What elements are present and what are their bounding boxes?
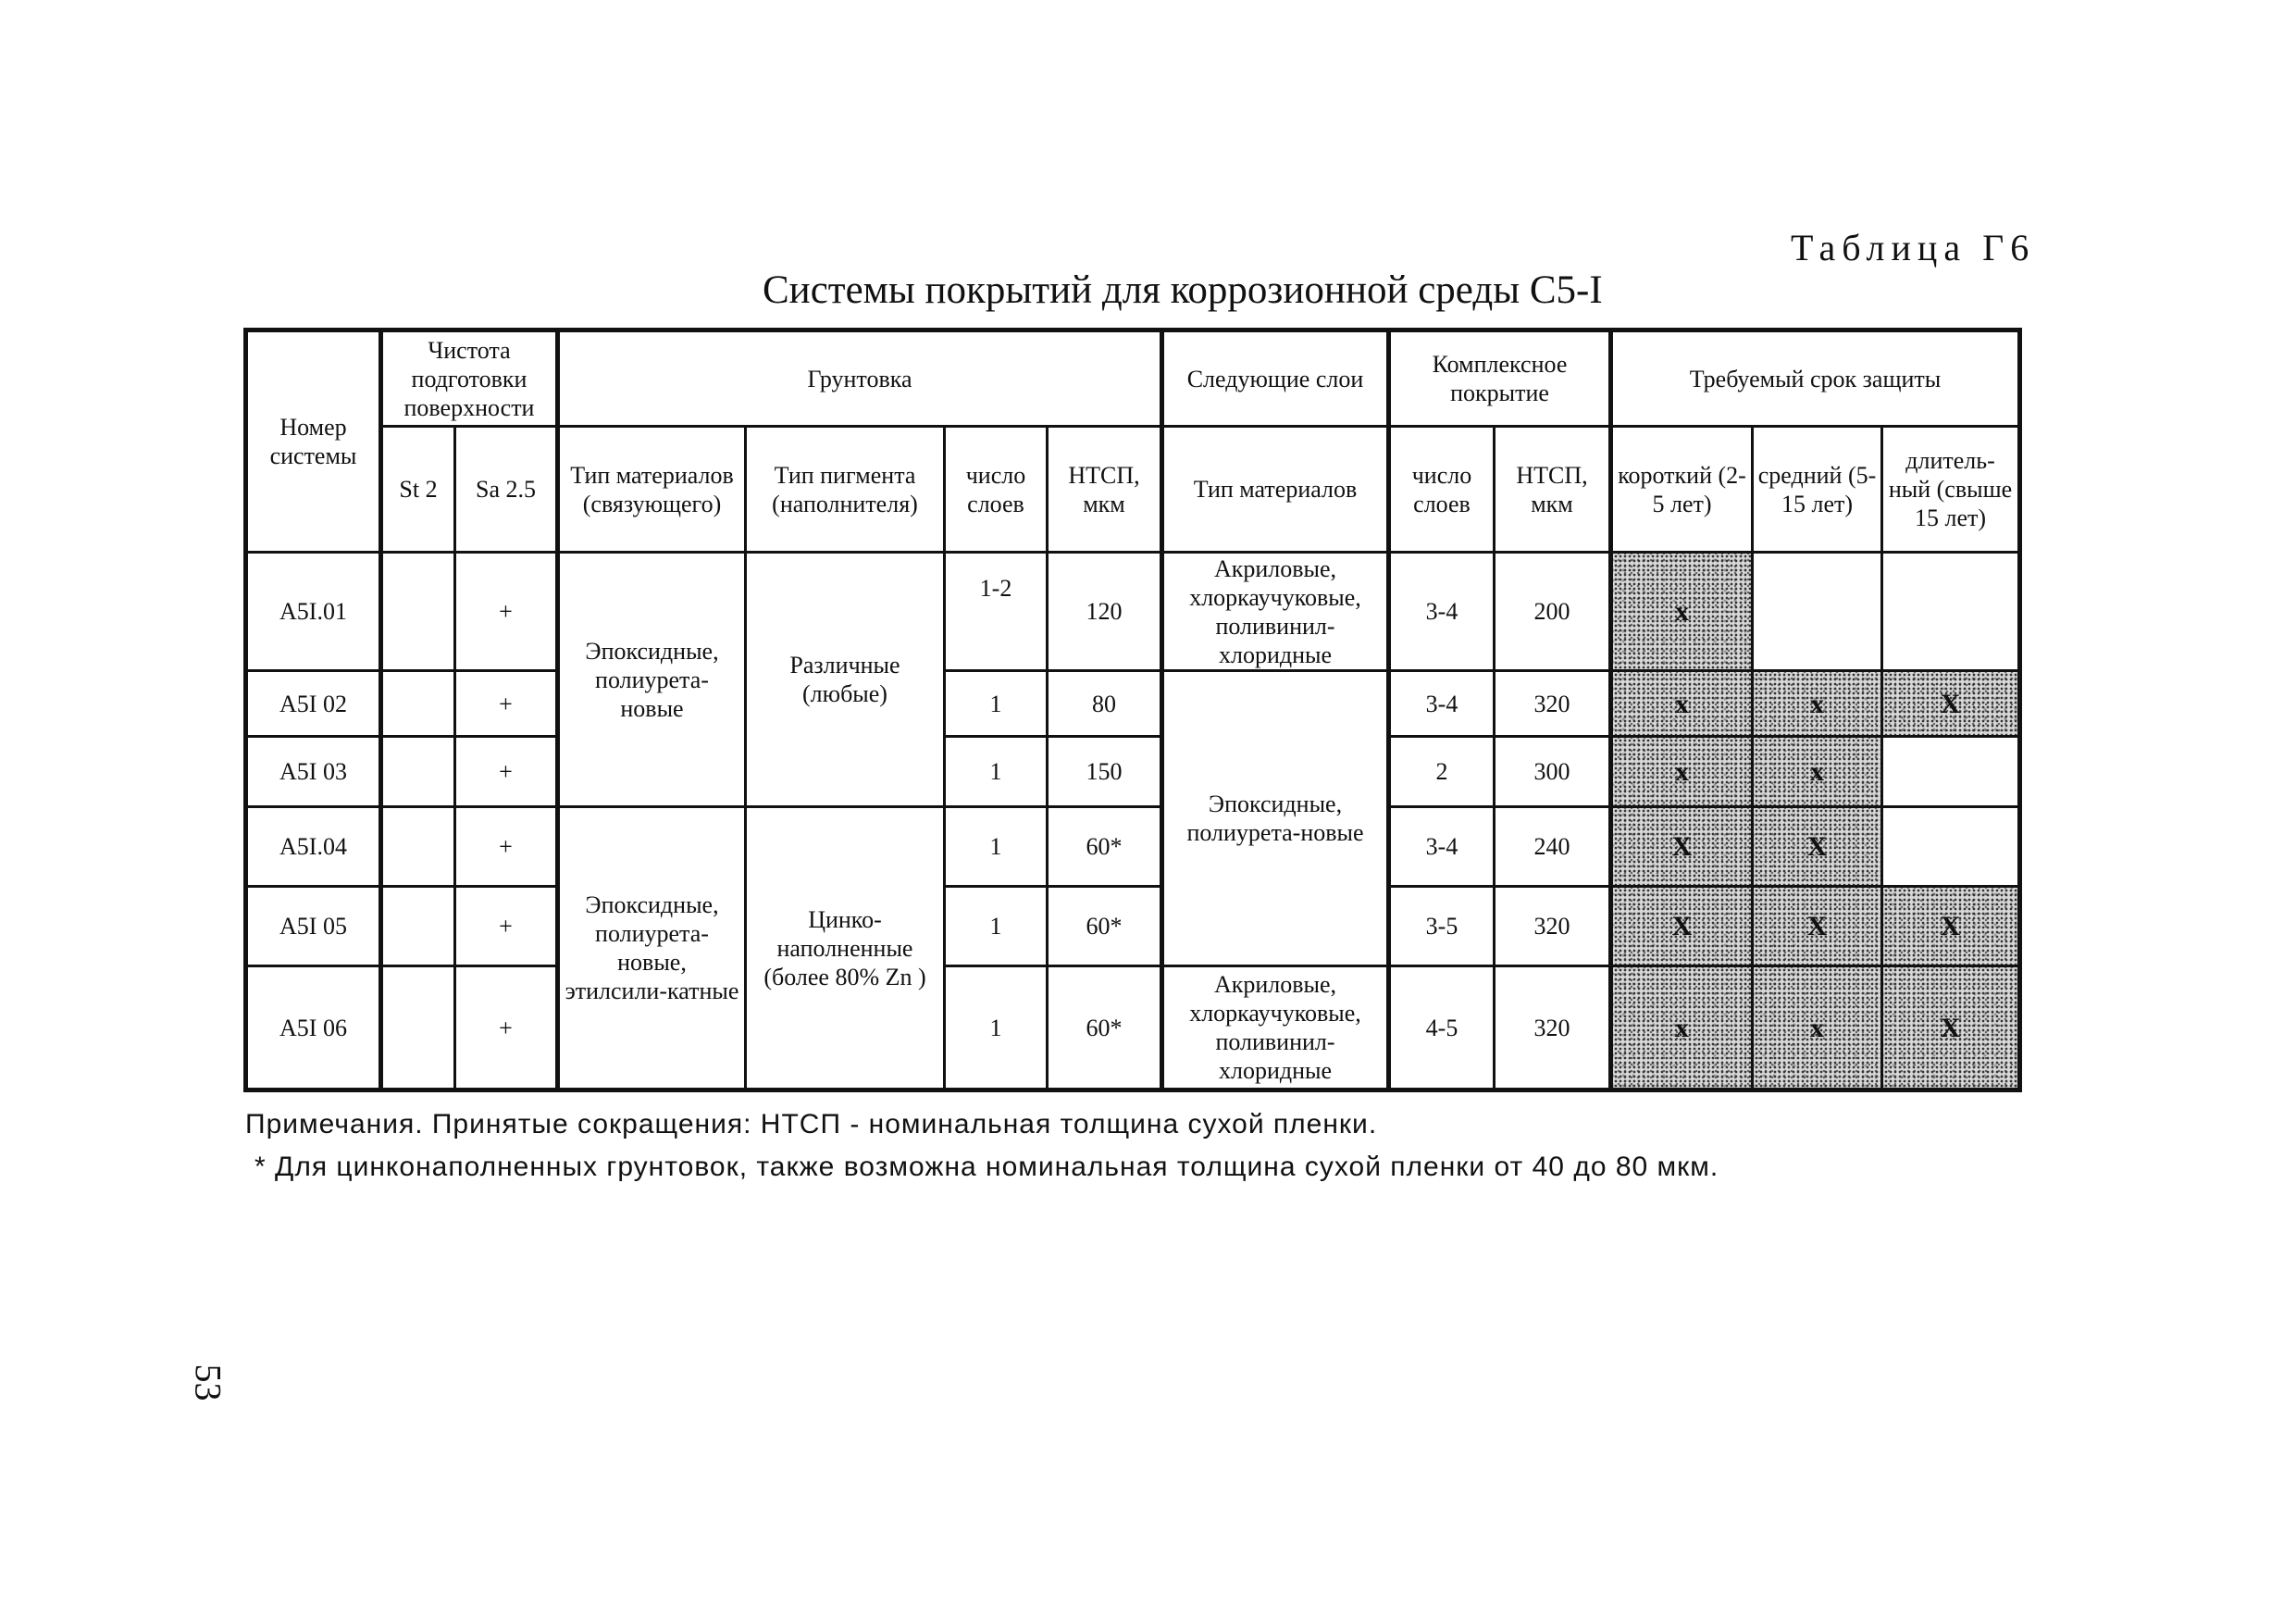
cell-st2 bbox=[381, 553, 455, 671]
cell-sa25: + bbox=[455, 887, 558, 966]
cell-system: A5I.01 bbox=[246, 553, 381, 671]
header-total-ntsp: НТСП, мкм bbox=[1495, 427, 1611, 553]
header-protection-term: Требуемый срок защиты bbox=[1611, 330, 2020, 427]
note-zinc-primers: * Для цинконаполненных грунтовок, также возможна номинальная толщина сухой пленки от 40 до 80 мкм. bbox=[254, 1152, 1719, 1182]
cell-term-short: x bbox=[1611, 966, 1753, 1090]
cell-primer-ntsp: 150 bbox=[1048, 737, 1162, 807]
header-complex-coating: Комплексное покрытие bbox=[1389, 330, 1611, 427]
cell-primer-layers: 1 bbox=[945, 887, 1048, 966]
cell-term-short: X bbox=[1611, 807, 1753, 887]
cell-sa25: + bbox=[455, 737, 558, 807]
cell-st2 bbox=[381, 966, 455, 1090]
table-row bbox=[246, 966, 2020, 1090]
table-label: Таблица Г6 bbox=[1791, 227, 2036, 268]
header-sa25: Sa 2.5 bbox=[455, 427, 558, 553]
header-short: короткий (2-5 лет) bbox=[1611, 427, 1753, 553]
cell-term-medium: X bbox=[1753, 887, 1882, 966]
cell-total-ntsp: 300 bbox=[1495, 737, 1611, 807]
cell-primer-binder-group-2: Эпоксидные, полиурета-новые, этилсили-катные bbox=[558, 807, 746, 1090]
cell-primer-layers: 1 bbox=[945, 807, 1048, 887]
cell-total-ntsp: 320 bbox=[1495, 887, 1611, 966]
cell-next-layers-acrylic-2: Акриловые, хлоркаучуковые, поливинил-хлоридные bbox=[1162, 966, 1389, 1090]
cell-term-long: X bbox=[1882, 966, 2020, 1090]
header-total-layers: число слоев bbox=[1389, 427, 1495, 553]
cell-term-long bbox=[1882, 737, 2020, 807]
cell-total-ntsp: 320 bbox=[1495, 966, 1611, 1090]
cell-term-long bbox=[1882, 553, 2020, 671]
header-primer-ntsp: НТСП, мкм bbox=[1048, 427, 1162, 553]
header-pigment-type: Тип пигмента (наполнителя) bbox=[746, 427, 945, 553]
header-system-number: Номер системы bbox=[246, 330, 381, 553]
cell-primer-ntsp: 60* bbox=[1048, 807, 1162, 887]
header-material-type-binder: Тип материалов (связующего) bbox=[558, 427, 746, 553]
cell-term-medium bbox=[1753, 553, 1882, 671]
cell-total-ntsp: 200 bbox=[1495, 553, 1611, 671]
cell-system: A5I 02 bbox=[246, 671, 381, 737]
header-row-1 bbox=[246, 330, 2020, 427]
cell-primer-layers: 1 bbox=[945, 966, 1048, 1090]
notes bbox=[245, 1103, 1719, 1189]
table-row bbox=[246, 671, 2020, 737]
cell-total-ntsp: 240 bbox=[1495, 807, 1611, 887]
note-abbreviations: Примечания. Принятые сокращения: НТСП - номинальная толщина сухой пленки. bbox=[245, 1109, 1378, 1140]
table-row bbox=[246, 737, 2020, 807]
table-title: Системы покрытий для коррозионной среды С5-I bbox=[763, 268, 1603, 312]
cell-term-short: x bbox=[1611, 671, 1753, 737]
cell-st2 bbox=[381, 671, 455, 737]
cell-st2 bbox=[381, 807, 455, 887]
coating-systems-table-frame bbox=[243, 328, 2022, 1092]
cell-system: A5I 06 bbox=[246, 966, 381, 1090]
cell-primer-ntsp: 80 bbox=[1048, 671, 1162, 737]
header-st2: St 2 bbox=[381, 427, 455, 553]
cell-system: A5I 05 bbox=[246, 887, 381, 966]
cell-total-layers: 2 bbox=[1389, 737, 1495, 807]
header-row-2 bbox=[246, 427, 2020, 553]
cell-sa25: + bbox=[455, 553, 558, 671]
cell-st2 bbox=[381, 737, 455, 807]
cell-primer-ntsp: 120 bbox=[1048, 553, 1162, 671]
header-surface-cleanliness: Чистота подготовки поверхности bbox=[381, 330, 558, 427]
cell-primer-ntsp: 60* bbox=[1048, 887, 1162, 966]
cell-total-layers: 4-5 bbox=[1389, 966, 1495, 1090]
cell-term-short: x bbox=[1611, 737, 1753, 807]
table-row bbox=[246, 553, 2020, 671]
header-next-layers: Следующие слои bbox=[1162, 330, 1389, 427]
cell-total-layers: 3-5 bbox=[1389, 887, 1495, 966]
header-medium: средний (5-15 лет) bbox=[1753, 427, 1882, 553]
cell-sa25: + bbox=[455, 807, 558, 887]
cell-term-long: X bbox=[1882, 671, 2020, 737]
cell-system: A5I 03 bbox=[246, 737, 381, 807]
cell-total-ntsp: 320 bbox=[1495, 671, 1611, 737]
cell-term-medium: x bbox=[1753, 737, 1882, 807]
cell-term-medium: x bbox=[1753, 671, 1882, 737]
cell-term-short: X bbox=[1611, 887, 1753, 966]
cell-primer-pigment-group-2: Цинко-наполненные (более 80% Zn ) bbox=[746, 807, 945, 1090]
header-long: длитель-ный (свыше 15 лет) bbox=[1882, 427, 2020, 553]
cell-st2 bbox=[381, 887, 455, 966]
cell-primer-binder-group-1: Эпоксидные, полиурета-новые bbox=[558, 553, 746, 807]
cell-primer-layers: 1 bbox=[945, 671, 1048, 737]
cell-sa25: + bbox=[455, 671, 558, 737]
cell-term-short: x bbox=[1611, 553, 1753, 671]
cell-total-layers: 3-4 bbox=[1389, 553, 1495, 671]
cell-total-layers: 3-4 bbox=[1389, 807, 1495, 887]
header-primer: Грунтовка bbox=[558, 330, 1162, 427]
cell-next-layers-acrylic-1: Акриловые, хлоркаучуковые, поливинил-хлоридные bbox=[1162, 553, 1389, 671]
cell-term-long bbox=[1882, 807, 2020, 887]
cell-next-layers-epoxy: Эпоксидные, полиурета-новые bbox=[1162, 671, 1389, 966]
cell-term-medium: X bbox=[1753, 807, 1882, 887]
cell-primer-pigment-group-1: Различные (любые) bbox=[746, 553, 945, 807]
cell-system: A5I.04 bbox=[246, 807, 381, 887]
header-material-type: Тип материалов bbox=[1162, 427, 1389, 553]
cell-total-layers: 3-4 bbox=[1389, 671, 1495, 737]
cell-primer-layers: 1-2 bbox=[945, 553, 1048, 671]
page-number: 53 bbox=[187, 1364, 230, 1401]
cell-sa25: + bbox=[455, 966, 558, 1090]
table-row bbox=[246, 887, 2020, 966]
cell-primer-layers: 1 bbox=[945, 737, 1048, 807]
cell-term-long: X bbox=[1882, 887, 2020, 966]
coating-systems-table bbox=[243, 328, 2022, 1092]
cell-term-medium: x bbox=[1753, 966, 1882, 1090]
header-primer-layers: число слоев bbox=[945, 427, 1048, 553]
cell-primer-ntsp: 60* bbox=[1048, 966, 1162, 1090]
table-row bbox=[246, 807, 2020, 887]
